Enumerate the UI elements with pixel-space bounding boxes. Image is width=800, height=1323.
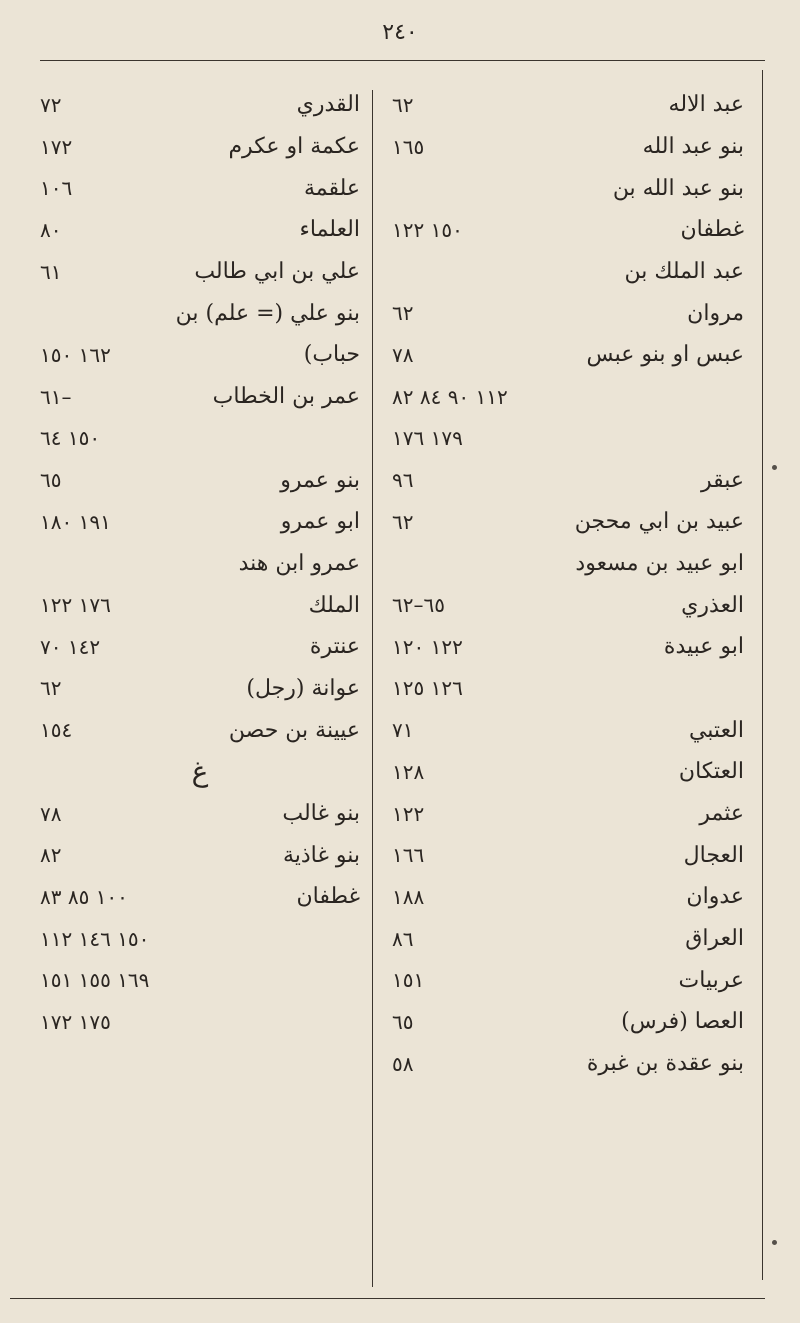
index-entry <box>40 251 360 293</box>
index-entry <box>40 501 360 543</box>
page-references: ٥٨ <box>392 1051 414 1076</box>
entry-name: عمر بن الخطاب <box>212 384 360 410</box>
page-references: ١٧٢ <box>40 134 73 159</box>
index-entry <box>392 959 744 1001</box>
index-entry <box>392 251 744 293</box>
entry-name: غطفان <box>296 884 360 910</box>
page-references: ١٧٥ ١٧٢ <box>40 1009 111 1034</box>
top-rule <box>40 60 765 61</box>
page-references: ٦٢ <box>40 676 62 701</box>
section-letter <box>40 751 360 793</box>
index-entry <box>40 918 360 960</box>
index-entry <box>40 876 360 918</box>
entry-name: ابو عمرو <box>280 509 360 535</box>
entry-name: ابو عبيدة <box>663 634 744 660</box>
index-entry <box>392 459 744 501</box>
index-entry <box>40 292 360 334</box>
page-references: ٩٦ <box>392 468 414 493</box>
index-entry <box>40 793 360 835</box>
entry-name: ابو عبيد بن مسعود <box>575 550 744 576</box>
index-entry <box>392 292 744 334</box>
page-references: ١٢٦ ١٢٥ <box>392 676 463 701</box>
page-references: ٦٥ <box>40 468 62 493</box>
ink-speck <box>772 465 777 470</box>
page-references: ١٥٤ <box>40 718 73 743</box>
index-entry <box>392 1043 744 1085</box>
index-entry <box>392 793 744 835</box>
index-entry <box>392 834 744 876</box>
ink-speck <box>772 1240 777 1245</box>
page-references: ٦١ <box>40 259 62 284</box>
page-references: ٧٨ <box>392 342 414 367</box>
index-entry <box>392 84 744 126</box>
page-references: ١٢٨ <box>392 759 425 784</box>
entry-name: العراق <box>685 926 744 952</box>
entry-name: علقمة <box>303 175 360 201</box>
page-references: ١٦٩ ١٥٥ ١٥١ <box>40 968 150 993</box>
entry-name: مروان <box>687 300 744 326</box>
index-entry <box>40 709 360 751</box>
entry-name: عوانة (رجل) <box>246 675 360 701</box>
index-entry <box>392 376 744 418</box>
index-entry <box>392 543 744 585</box>
entry-name: العتكان <box>678 759 744 785</box>
bottom-rule <box>10 1298 765 1299</box>
entry-name: غطفان <box>680 217 744 243</box>
index-entry <box>392 668 744 710</box>
page-references: ١٤٢ ٧٠ <box>40 634 101 659</box>
page-references: ١٧٦ ١٢٢ <box>40 593 111 618</box>
page-references: ٧١ <box>392 718 414 743</box>
index-entry <box>392 501 744 543</box>
index-entry <box>392 584 744 626</box>
entry-name: عربيات <box>678 967 744 993</box>
entry-name: بنو غالب <box>282 801 360 827</box>
entry-name: بنو عبد الله <box>642 134 744 160</box>
index-entry <box>40 1001 360 1043</box>
index-entry <box>40 959 360 1001</box>
page-references: ١٥١ <box>392 968 425 993</box>
page-references: ١٩١ ١٨٠ <box>40 509 111 534</box>
index-entry <box>40 543 360 585</box>
index-entry <box>40 126 360 168</box>
entry-name: عمرو ابن هند <box>238 550 360 576</box>
page-references: ٦٢ <box>392 92 414 117</box>
column-divider <box>372 90 373 1287</box>
page-references: ١٢٢ <box>392 801 425 826</box>
entry-name: بنو عقدة بن غبرة <box>586 1051 744 1077</box>
index-entry <box>392 1001 744 1043</box>
page-references: ١٧٩ ١٧٦ <box>392 426 463 451</box>
entry-name: العجال <box>683 842 744 868</box>
page-references: ١١٢ ٩٠ ٨٤ ٨٢ <box>392 384 508 409</box>
page-references: ٨٢ <box>40 843 62 868</box>
index-entry <box>40 459 360 501</box>
page-references: ٦٢ <box>392 509 414 534</box>
entry-name: بنو علي (= علم) بن <box>175 300 360 326</box>
page-references: ١٠٠ ٨٥ ٨٣ <box>40 884 128 909</box>
page-references: ١٦٦ <box>392 843 425 868</box>
index-entry <box>392 626 744 668</box>
index-entry <box>40 834 360 876</box>
page-references: ١٦٢ ١٥٠ <box>40 342 111 367</box>
entry-name: الملك <box>308 592 360 618</box>
index-entry <box>40 584 360 626</box>
entry-name: علي بن ابي طالب <box>194 259 360 285</box>
index-entry <box>40 209 360 251</box>
page-references: ٦١– <box>40 384 72 409</box>
index-entry <box>40 626 360 668</box>
entry-name: عنترة <box>309 634 360 660</box>
page-references: ١٥٠ ١٢٢ <box>392 217 463 242</box>
page-references: ٧٢ <box>40 92 62 117</box>
page-references: ١٢٢ ١٢٠ <box>392 634 463 659</box>
entry-name: العصا (فرس) <box>621 1009 744 1035</box>
entry-name: العذري <box>681 592 744 618</box>
entry-name: عبس او بنو عبس <box>586 342 744 368</box>
entry-name: بنو غاذية <box>282 842 360 868</box>
index-entry <box>392 876 744 918</box>
index-entry <box>392 418 744 460</box>
entry-name: حباب) <box>303 342 360 368</box>
index-entry <box>40 84 360 126</box>
entry-name: عبيد بن ابي محجن <box>574 509 744 535</box>
page-references: ١٦٥ <box>392 134 425 159</box>
right-border-rule <box>762 70 763 1280</box>
left-index-column <box>40 84 360 1043</box>
entry-name: عكمة او عكرم <box>228 134 360 160</box>
page-references: ١٥٠ ٦٤ <box>40 426 101 451</box>
entry-name: عثمر <box>699 801 744 827</box>
entry-name: بنو عمرو <box>280 467 360 493</box>
index-entry <box>40 668 360 710</box>
entry-name: عبد الملك بن <box>624 259 744 285</box>
index-entry <box>392 334 744 376</box>
index-entry <box>40 418 360 460</box>
page-references: ٦٥–٦٢ <box>392 593 445 618</box>
page-references: ٨٠ <box>40 217 62 242</box>
section-letter-label: غ <box>191 755 209 789</box>
page-references: ٧٨ <box>40 801 62 826</box>
index-entry <box>392 709 744 751</box>
right-index-column <box>392 84 744 1085</box>
index-entry <box>392 126 744 168</box>
page-references: ١٨٨ <box>392 884 425 909</box>
index-entry <box>40 334 360 376</box>
entry-name: العتبي <box>688 717 744 743</box>
page-references: ٦٢ <box>392 301 414 326</box>
page-references: ٦٥ <box>392 1009 414 1034</box>
index-entry <box>392 209 744 251</box>
entry-name: القدري <box>296 92 360 118</box>
page-number: ٢٤٠ <box>382 20 418 45</box>
entry-name: عبقر <box>700 467 744 493</box>
entry-name: بنو عبد الله بن <box>612 175 744 201</box>
entry-name: عبد الاله <box>668 92 744 118</box>
entry-name: العلماء <box>299 217 360 243</box>
entry-name: عيينة بن حصن <box>228 717 360 743</box>
page-references: ٨٦ <box>392 926 414 951</box>
entry-name: عدوان <box>686 884 744 910</box>
index-entry <box>392 167 744 209</box>
page-references: ١٠٦ <box>40 176 73 201</box>
index-entry <box>392 918 744 960</box>
page-references: ١٥٠ ١٤٦ ١١٢ <box>40 926 150 951</box>
index-entry <box>40 376 360 418</box>
index-entry <box>40 167 360 209</box>
index-entry <box>392 751 744 793</box>
